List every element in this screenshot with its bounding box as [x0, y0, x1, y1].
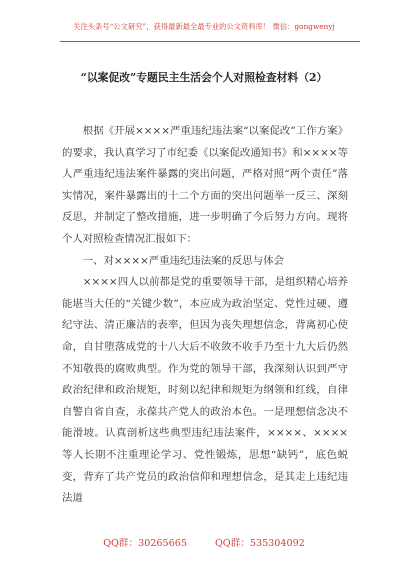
- footer-qq-group-2: QQ群：535304092: [214, 538, 305, 549]
- paragraph-reflection: ××××四人以前都是党的重要领导干部，是组织精心培养能堪当大任的“关键少数”，本应成为政治坚定、党性过硬、遵纪守法、清正廉洁的表率，但因为丧失理想信念，背离初心使命，自甘堕落成党的十八大后不收敛不收手乃至十九大后仍然不知敬畏的腐败典型。作为党的领导干部，我深刻认识到严守政治纪律和政治规矩，时刻以纪律和规矩为纲领和红线，自律自警自省自查，永葆共产党人的政治本色。一是理想信念决不能滑坡。认真剖析这些典型违纪违法案件，××××、××××等人长期不注重理论学习、党性锻炼，思想“缺钙”，底色蜕变，背弃了共产党员的政治信仰和理想信念，是其走上违纪违法道: [62, 276, 348, 505]
- document-title: “以案促改”专题民主生活会个人对照检查材料（2）: [80, 71, 328, 84]
- document-body: [62, 121, 348, 510]
- footer: [0, 535, 408, 549]
- section-heading: 一、对××××严重违纪违法案的反思与体会: [82, 254, 284, 267]
- paragraph-intro: 根据《开展××××严重违纪违法案“以案促改”工作方案》的要求，我认真学习了市纪委《以案促改通知书》和××××等人严重违纪违法案件暴露的突出问题，严格对照“两个责任”落实情况，案件暴露出的十二个方面的突出问题举一反三、深刻反思，并制定了整改措施，进一步明确了今后努力方向。现将个人对照检查情况汇报如下：: [62, 125, 348, 245]
- header-divider: [60, 41, 360, 42]
- header-notice: 关注头条号“公文研究”，获得最新最全最专业的公文资料库！ 微信：gongwenyj: [73, 22, 335, 31]
- footer-qq-group-1: QQ群：30265665: [103, 538, 187, 549]
